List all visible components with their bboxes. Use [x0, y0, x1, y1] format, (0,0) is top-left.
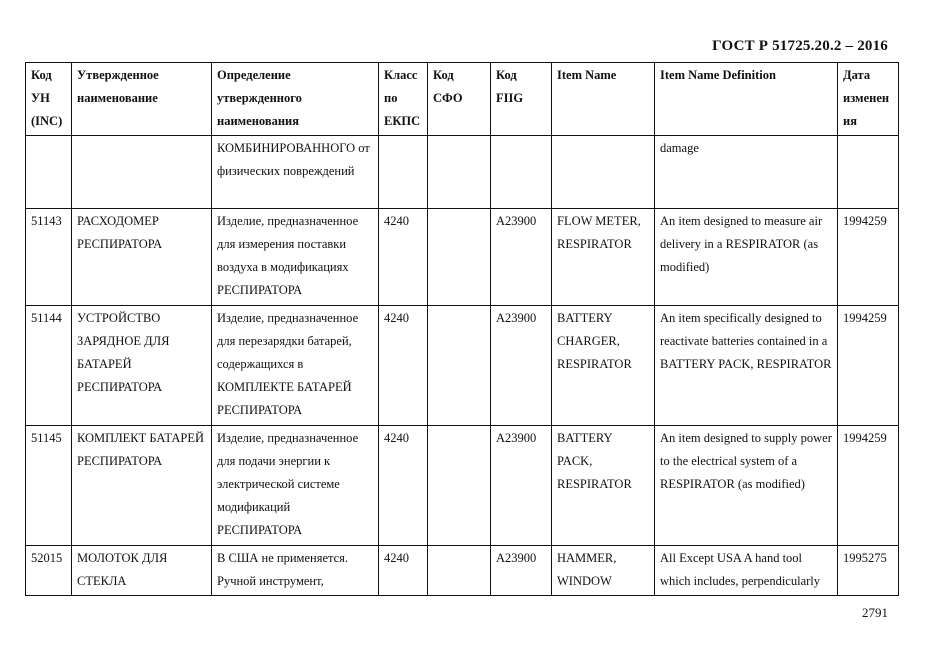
- cell-approved-name: КОМПЛЕКТ БАТАРЕЙ РЕСПИРАТОРА: [72, 426, 212, 546]
- cell-definition: Изделие, предназначенное для измерения поставки воздуха в модификациях РЕСПИРАТОРА: [212, 209, 379, 306]
- cell-item-definition: damage: [655, 136, 838, 209]
- cell-approved-name: МОЛОТОК ДЛЯ СТЕКЛА: [72, 546, 212, 596]
- cell-item-definition: An item designed to measure air delivery in a RESPIRATOR (as modified): [655, 209, 838, 306]
- cell-inc: 51143: [26, 209, 72, 306]
- cell-item-name: HAMMER, WINDOW: [552, 546, 655, 596]
- cell-date: 1995275: [838, 546, 899, 596]
- col-header-item-definition: Item Name Definition: [655, 63, 838, 136]
- col-header-approved-name: Утвержденное наименование: [72, 63, 212, 136]
- table-row: [26, 426, 899, 546]
- col-header-sfo: Код СФО: [428, 63, 491, 136]
- col-header-item-name: Item Name: [552, 63, 655, 136]
- cell-item-name: [552, 136, 655, 209]
- standard-header: ГОСТ Р 51725.20.2 – 2016: [712, 38, 888, 54]
- table-row: [26, 136, 899, 209]
- cell-approved-name: [72, 136, 212, 209]
- cell-approved-name: УСТРОЙСТВО ЗАРЯДНОЕ ДЛЯ БАТАРЕЙ РЕСПИРАТОРА: [72, 306, 212, 426]
- page-number: 2791: [862, 605, 888, 620]
- col-header-class: Класс по ЕКПС: [379, 63, 428, 136]
- cell-item-definition: An item designed to supply power to the electrical system of a RESPIRATOR (as modified): [655, 426, 838, 546]
- cell-fiig: A23900: [491, 209, 552, 306]
- cell-definition: КОМБИНИРОВАННОГО от физических повреждений: [212, 136, 379, 209]
- cell-sfo: [428, 306, 491, 426]
- cell-class: 4240: [379, 546, 428, 596]
- cell-date: 1994259: [838, 306, 899, 426]
- cell-item-definition: An item specifically designed to reactivate batteries contained in a BATTERY PACK, RESPIRATOR: [655, 306, 838, 426]
- cell-date: 1994259: [838, 426, 899, 546]
- cell-sfo: [428, 136, 491, 209]
- col-header-definition: Определение утвержденного наименования: [212, 63, 379, 136]
- cell-item-definition: All Except USA A hand tool which includes, perpendicularly: [655, 546, 838, 596]
- table-row: [26, 209, 899, 306]
- cell-definition: Изделие, предназначенное для перезарядки батарей, содержащихся в КОМПЛЕКТЕ БАТАРЕЙ РЕСПИРАТОРА: [212, 306, 379, 426]
- cell-sfo: [428, 209, 491, 306]
- cell-date: [838, 136, 899, 209]
- cell-fiig: A23900: [491, 426, 552, 546]
- cell-approved-name: РАСХОДОМЕР РЕСПИРАТОРА: [72, 209, 212, 306]
- table-row: [26, 306, 899, 426]
- cell-fiig: A23900: [491, 306, 552, 426]
- cell-date: 1994259: [838, 209, 899, 306]
- col-header-fiig: Код FIIG: [491, 63, 552, 136]
- table-header-row: [26, 63, 899, 136]
- cell-fiig: A23900: [491, 546, 552, 596]
- cell-item-name: BATTERY PACK, RESPIRATOR: [552, 426, 655, 546]
- cell-class: [379, 136, 428, 209]
- cell-inc: 51144: [26, 306, 72, 426]
- cell-inc: [26, 136, 72, 209]
- cell-inc: 52015: [26, 546, 72, 596]
- cell-sfo: [428, 546, 491, 596]
- cell-inc: 51145: [26, 426, 72, 546]
- cell-item-name: BATTERY CHARGER, RESPIRATOR: [552, 306, 655, 426]
- cell-class: 4240: [379, 209, 428, 306]
- table-row: [26, 546, 899, 596]
- cell-fiig: [491, 136, 552, 209]
- cell-item-name: FLOW METER, RESPIRATOR: [552, 209, 655, 306]
- cell-class: 4240: [379, 306, 428, 426]
- cell-definition: Изделие, предназначенное для подачи энергии к электрической системе модификаций РЕСПИРАТОРА: [212, 426, 379, 546]
- cell-definition: В США не применяется. Ручной инструмент,: [212, 546, 379, 596]
- col-header-date: Дата изменен ия: [838, 63, 899, 136]
- col-header-inc: Код УН (INC): [26, 63, 72, 136]
- cell-sfo: [428, 426, 491, 546]
- classification-table: [25, 62, 899, 596]
- cell-class: 4240: [379, 426, 428, 546]
